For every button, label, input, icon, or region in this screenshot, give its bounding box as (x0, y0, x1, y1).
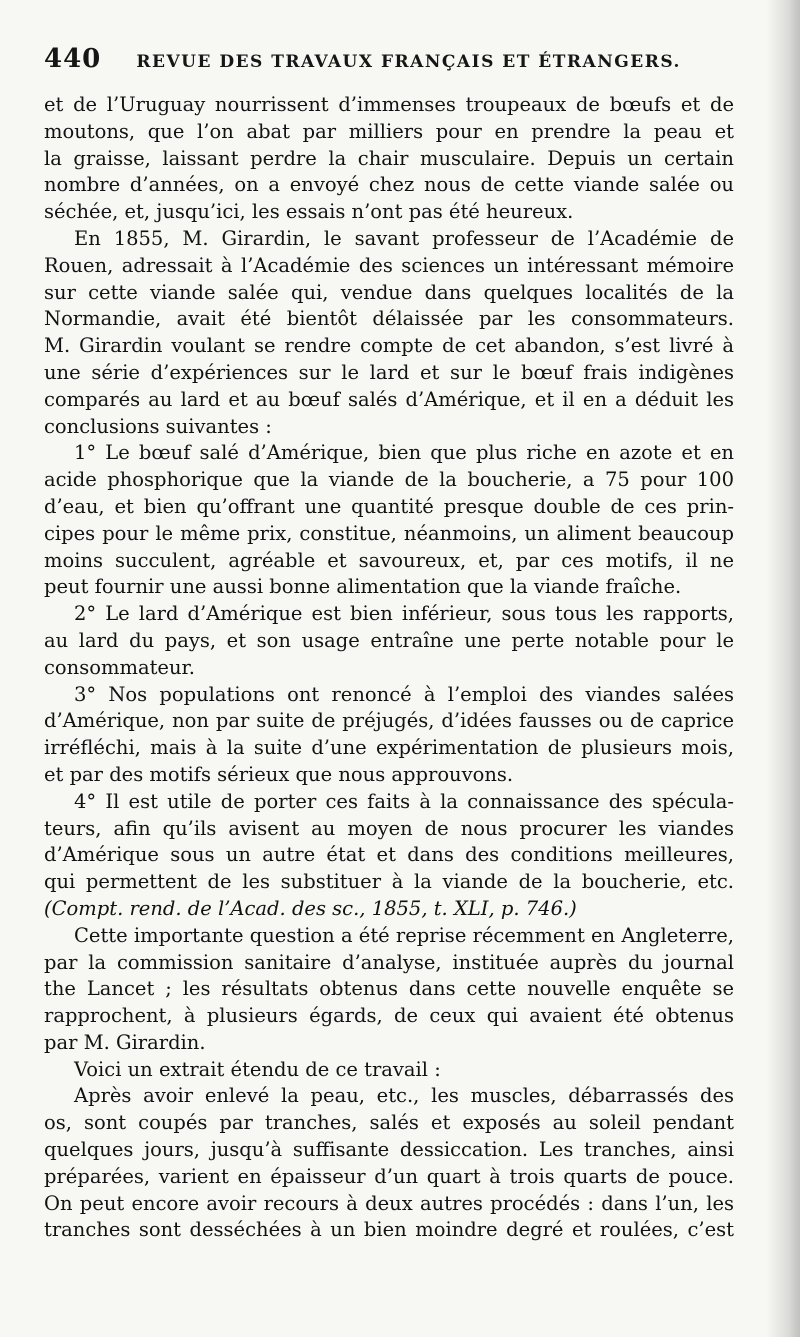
text-line: 3° Nos populations ont renoncé à l’emploi des viandes salées (74, 682, 734, 706)
text-line: consommateur. (44, 655, 195, 679)
text-line: la graisse, laissant perdre la chair musculaire. Depuis un certain (44, 146, 734, 170)
text-line: et par des motifs sérieux que nous approuvons. (44, 762, 514, 786)
text-line: the Lancet ; les résultats obtenus dans cette nouvelle enquête se (44, 977, 734, 1001)
text-line: et de l’Uruguay nourrissent d’immenses troupeaux de bœufs et de (44, 93, 734, 116)
text-line: 4° Il est utile de porter ces faits à la connaissance des spécula- (74, 789, 734, 813)
text-line: On peut encore avoir recours à deux autres procédés : dans l’un, les (44, 1191, 734, 1215)
text-line: teurs, afin qu’ils avisent au moyen de nous procurer les viandes (44, 816, 734, 840)
text-line: Voici un extrait étendu de ce travail : (74, 1057, 441, 1081)
text-line: acide phosphorique que la viande de la boucherie, a 75 pour 100 (44, 468, 734, 492)
text-line: préparées, varient en épaisseur d’un quart à trois quarts de pouce. (44, 1164, 734, 1188)
text-line: Cette importante question a été reprise récemment en Angleterre, (74, 923, 734, 947)
text-line: Rouen, adressait à l’Académie des sciences un intéressant mémoire (44, 253, 734, 277)
page-edge-shadow (766, 0, 800, 1337)
page-number: 440 (44, 44, 102, 74)
text-line: rapprochent, à plusieurs égards, de ceux qui avaient été obtenus (44, 1004, 734, 1028)
text-line: d’Amérique sous un autre état et dans des conditions meilleures, (44, 843, 734, 867)
text-line: tranches sont desséchées à un bien moindre degré et roulées, c’est (44, 1218, 734, 1242)
running-head (44, 44, 734, 74)
citation-line: (Compt. rend. de l’Acad. des sc., 1855, t. XLI, p. 746.) (44, 896, 577, 920)
text-line: sur cette viande salée qui, vendue dans quelques localités de la (44, 280, 734, 304)
text-line: comparés au lard et au bœuf salés d’Amérique, et il en a déduit les (44, 387, 734, 411)
text-line: qui permettent de les substituer à la viande de la boucherie, etc. (44, 870, 734, 894)
text-line: Normandie, avait été bientôt délaissée par les consommateurs. (44, 307, 734, 331)
running-title: REVUE DES TRAVAUX FRANÇAIS ET ÉTRANGERS. (136, 52, 681, 72)
text-line: moins succulent, agréable et savoureux, et, par ces motifs, il ne (44, 548, 734, 572)
text-line: d’eau, et bien qu’offrant une quantité presque double de ces prin- (44, 494, 734, 518)
text-line: cipes pour le même prix, constitue, néanmoins, un aliment beaucoup (44, 521, 734, 545)
text-line: Après avoir enlevé la peau, etc., les muscles, débarrassés des (74, 1084, 734, 1108)
text-line: au lard du pays, et son usage entraîne une perte notable pour le (44, 628, 734, 652)
text-line: une série d’expériences sur le lard et sur le bœuf frais indigènes (44, 360, 734, 384)
text-line: conclusions suivantes : (44, 414, 272, 438)
text-line: 1° Le bœuf salé d’Amérique, bien que plus riche en azote et en (74, 441, 734, 465)
text-line: moutons, que l’on abat par milliers pour en prendre la peau et (44, 119, 734, 143)
text-line: os, sont coupés par tranches, salés et exposés au soleil pendant (44, 1111, 734, 1135)
text-line: par la commission sanitaire d’analyse, instituée auprès du journal (44, 950, 734, 974)
body-text (44, 92, 734, 1244)
text-line: 2° Le lard d’Amérique est bien inférieur, sous tous les rapports, (74, 602, 734, 626)
text-line: quelques jours, jusqu’à suffisante dessiccation. Les tranches, ainsi (44, 1138, 734, 1162)
text-line: peut fournir une aussi bonne alimentation que la viande fraîche. (44, 575, 682, 599)
text-line: par M. Girardin. (44, 1030, 206, 1054)
text-line: séchée, et, jusqu’ici, les essais n’ont pas été heureux. (44, 200, 574, 224)
text-line: nombre d’années, on a envoyé chez nous de cette viande salée ou (44, 173, 734, 197)
text-line: M. Girardin voulant se rendre compte de cet abandon, s’est livré à (44, 334, 734, 358)
text-line: d’Amérique, non par suite de préjugés, d’idées fausses ou de caprice (44, 709, 734, 733)
text-line: En 1855, M. Girardin, le savant professeur de l’Académie de (74, 226, 734, 250)
text-line: irréfléchi, mais à la suite d’une expérimentation de plusieurs mois, (44, 736, 734, 760)
